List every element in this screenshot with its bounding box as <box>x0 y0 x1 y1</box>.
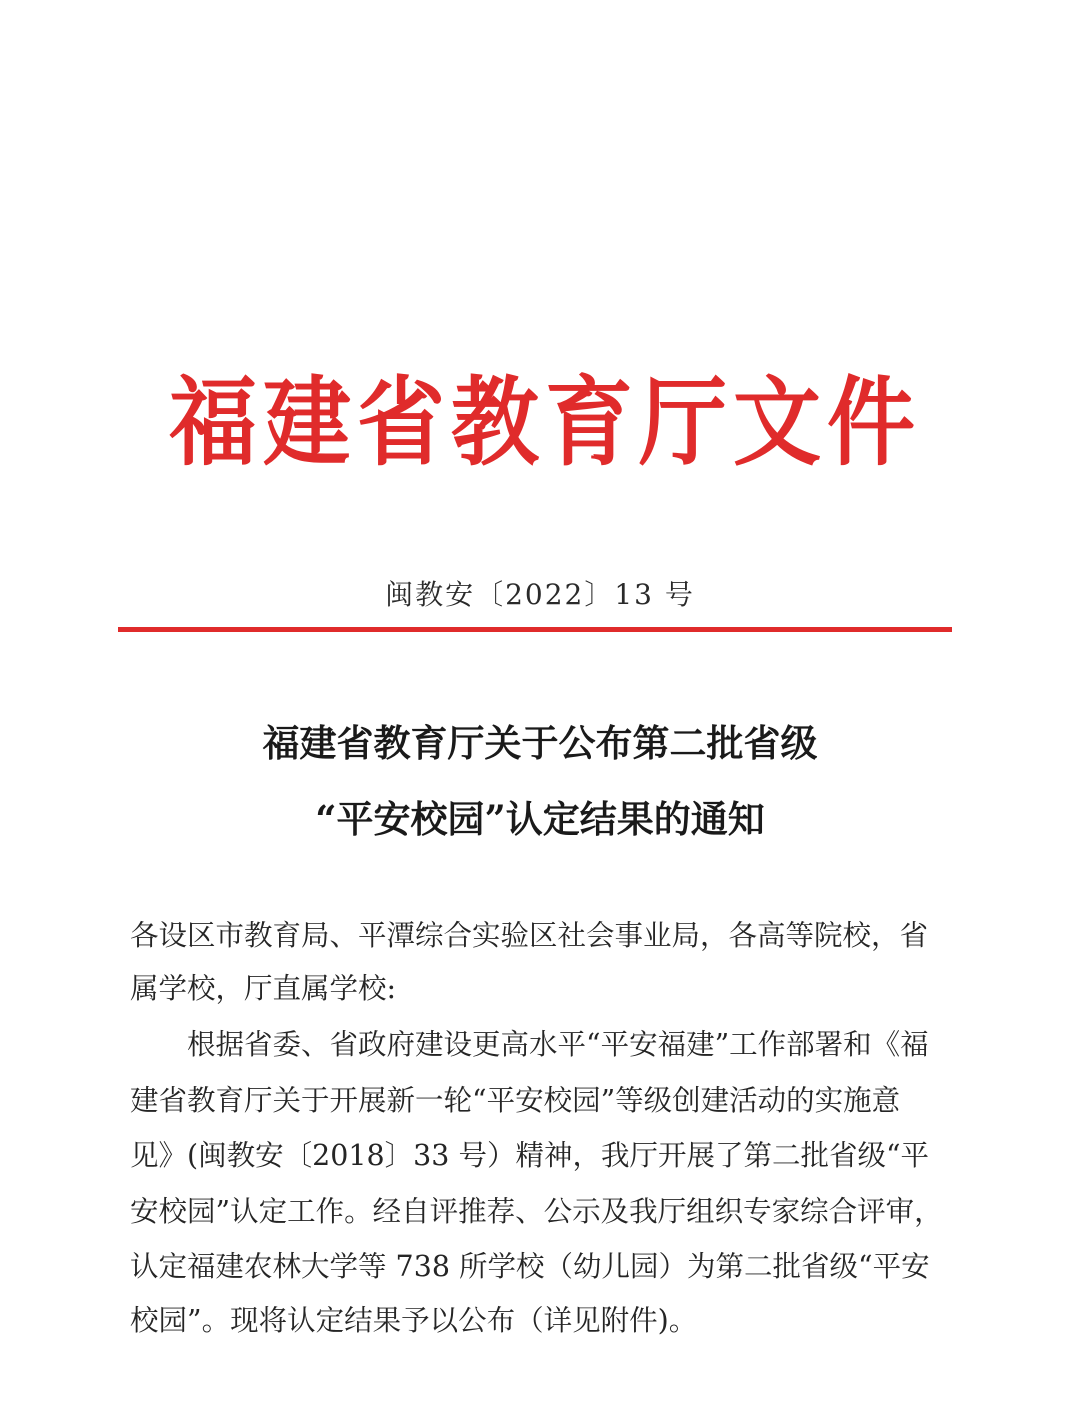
body-line-2: 属学校，厅直属学校: <box>130 972 397 1005</box>
body-line-3: 根据省委、省政府建设更高水平“平安福建”工作部署和《福 <box>130 1028 929 1061</box>
notice-title-line-2: “平安校园”认定结果的通知 <box>315 797 765 841</box>
notice-title-line-1: 福建省教育厅关于公布第二批省级 <box>262 721 818 765</box>
body-line-8: 校园”。现将认定结果予以公布（详见附件)。 <box>130 1304 698 1337</box>
body-line-1: 各设区市教育局、平潭综合实验区社会事业局，各高等院校，省 <box>130 919 929 952</box>
body-line-7: 认定福建农林大学等 738 所学校（幼儿园）为第二批省级“平安 <box>130 1250 930 1283</box>
body-line-5: 见》(闽教安〔2018〕33 号）精神，我厅开展了第二批省级“平 <box>130 1139 930 1172</box>
document-masthead: 福建省教育厅文件 <box>168 365 921 480</box>
red-divider-line <box>118 627 952 632</box>
body-line-4: 建省教育厅关于开展新一轮“平安校园”等级创建活动的实施意 <box>130 1084 901 1117</box>
body-line-6: 安校园”认定工作。经自评推荐、公示及我厅组织专家综合评审， <box>130 1195 943 1228</box>
document-number: 闽教安〔2022〕13 号 <box>385 578 695 611</box>
